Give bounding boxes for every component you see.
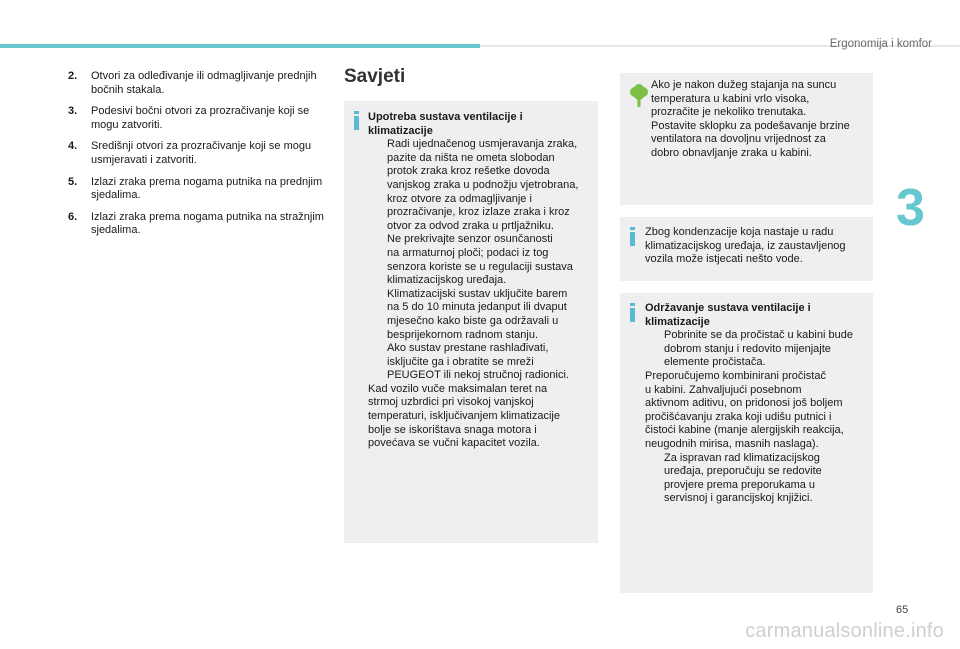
- text-line: Kad vozilo vuče maksimalan teret na: [368, 382, 548, 395]
- text-line: provjere prema preporukama u: [664, 478, 816, 491]
- chapter-number: 3: [896, 179, 925, 237]
- bullet-item: [645, 452, 871, 506]
- text-line: Ako je nakon dužeg stajanja na suncu: [651, 79, 837, 91]
- section-title: Savjeti: [344, 66, 406, 87]
- text-line: vozila može istjecati nešto vode.: [645, 253, 803, 266]
- text-line: Klimatizacijski sustav uključite barem: [387, 287, 568, 300]
- text-line: dobrom stanju i redovito mijenjajte: [664, 342, 831, 355]
- watermark: carmanualsonline.info: [745, 620, 944, 642]
- text-line: PEUGEOT ili nekoj stručnoj radionici.: [387, 369, 569, 382]
- text-line: Postavite sklopku za podešavanje brzine: [651, 119, 850, 132]
- info-icon: [630, 303, 635, 322]
- box-title: Upotreba sustava ventilacije i: [368, 111, 523, 123]
- text-line: strmoj uzbrdici pri visokoj vanjskoj: [368, 396, 534, 409]
- outlet-list: [68, 70, 324, 246]
- list-text: Otvori za odleđivanje ili odmagljivanje prednjih bočnih stakala.: [91, 70, 317, 96]
- text-line: Zbog kondenzacije koja nastaje u radu: [645, 226, 834, 238]
- text-line: ventilatora na dovoljnu vrijednost za: [651, 133, 826, 146]
- text-line: Za ispravan rad klimatizacijskog: [664, 451, 820, 464]
- text-line: u kabini. Zahvaljujući posebnom: [645, 383, 802, 396]
- tip-box-condensation: [620, 217, 873, 281]
- text-line: klimatizacijskog uređaja, iz zaustavljenog: [645, 239, 846, 252]
- text-line: servisnoj i garancijskoj knjižici.: [664, 492, 813, 505]
- bullet-item: [368, 233, 596, 287]
- list-number: 6.: [68, 210, 78, 223]
- list-number: 5.: [68, 175, 78, 188]
- text-line: Ako sustav prestane rashlađivati,: [387, 342, 549, 355]
- list-text: Podesivi bočni otvori za prozračivanje koji se mogu zatvoriti.: [91, 105, 310, 131]
- box-title: klimatizacije: [368, 124, 433, 137]
- text-line: temperaturi, isključivanjem klimatizacije: [368, 410, 560, 423]
- list-item: [68, 211, 324, 238]
- chapter-title: Ergonomija i komfor: [829, 38, 932, 50]
- list-item: [68, 105, 324, 132]
- bullet-item: [368, 288, 596, 342]
- box-title: Održavanje sustava ventilacije i: [645, 302, 811, 314]
- bullet-item: [645, 329, 871, 370]
- text-line: mjesečno kako biste ga održavali u: [387, 314, 559, 327]
- list-item: [68, 70, 324, 97]
- text-line: isključite ga i obratite se mreži: [387, 355, 534, 368]
- box-title: klimatizacije: [645, 315, 710, 328]
- info-icon: [354, 111, 359, 130]
- eco-tree-icon: [629, 84, 649, 108]
- text-line: prozračite je nekoliko trenutaka.: [651, 106, 807, 119]
- text-line: Preporučujemo kombinirani pročistač: [645, 369, 826, 382]
- list-text: Središnji otvori za prozračivanje koji se mogu usmjeravati i zatvoriti.: [91, 140, 312, 166]
- text-line: protok zraka kroz rešetke dovoda: [387, 165, 550, 178]
- tip-box-usage: [344, 101, 598, 543]
- text-line: uređaja, preporučuju se redovite: [664, 465, 822, 478]
- text-line: kroz otvore za odmagljivanje i: [387, 192, 532, 205]
- info-icon: [630, 227, 635, 246]
- text-line: pazite da ništa ne ometa slobodan: [387, 151, 555, 164]
- text-line: vanjskog zraka u podnožju vjetrobrana,: [387, 178, 579, 191]
- text-line: čistoći kabine (manje alergijskih reakcija,: [645, 424, 844, 437]
- text-line: Ne prekrivajte senzor osunčanosti: [387, 233, 553, 246]
- bullet-item: [368, 342, 596, 383]
- text-line: klimatizacijskog uređaja.: [387, 274, 507, 287]
- text-line: Radi ujednačenog usmjeravanja zraka,: [387, 138, 578, 151]
- text-line: senzora koriste se u regulaciji sustava: [387, 260, 573, 273]
- list-item: [68, 140, 324, 167]
- tip-box-maintenance: [620, 293, 873, 593]
- text-line: prozračivanje, kroz izlaze zraka i kroz: [387, 206, 570, 219]
- list-text: Izlazi zraka prema nogama putnika na prednjim sjedalima.: [91, 175, 323, 202]
- text-line: na armaturnoj ploči; podaci iz tog: [387, 246, 549, 259]
- text-line: neugodnih mirisa, masnih naslaga).: [645, 437, 819, 450]
- text-line: elemente pročistača.: [664, 356, 766, 369]
- ventilate-text: [651, 79, 871, 161]
- list-number: 2.: [68, 70, 78, 82]
- text-line: na 5 do 10 minuta jedanput ili dvaput: [387, 301, 567, 314]
- text-line: pročišćavanju zraka koji udišu putnici i: [645, 410, 832, 423]
- list-item: [68, 176, 324, 203]
- text-line: otvor za odvod zraka u prtljažniku.: [387, 219, 554, 232]
- text-line: dobro obnavljanje zraka u kabini.: [651, 146, 812, 159]
- list-number: 3.: [68, 105, 78, 118]
- text-line: aktivnom aditivu, on pridonosi još boljem: [645, 397, 843, 410]
- bullet-item: [368, 138, 596, 233]
- text-line: bolje se iskorištava snaga motora i: [368, 423, 537, 436]
- text-line: temperatura u kabini vrlo visoka,: [651, 92, 810, 105]
- list-number: 4.: [68, 140, 78, 153]
- header-accent-bar: [0, 44, 480, 48]
- list-text: Izlazi zraka prema nogama putnika na stražnjim sjedalima.: [91, 210, 324, 237]
- text-line: povećava se vučni kapacitet vozila.: [368, 437, 540, 450]
- text-line: besprijekornom radnom stanju.: [387, 328, 539, 341]
- page-number: 65: [896, 604, 909, 616]
- text-line: Pobrinite se da pročistač u kabini bude: [664, 329, 853, 342]
